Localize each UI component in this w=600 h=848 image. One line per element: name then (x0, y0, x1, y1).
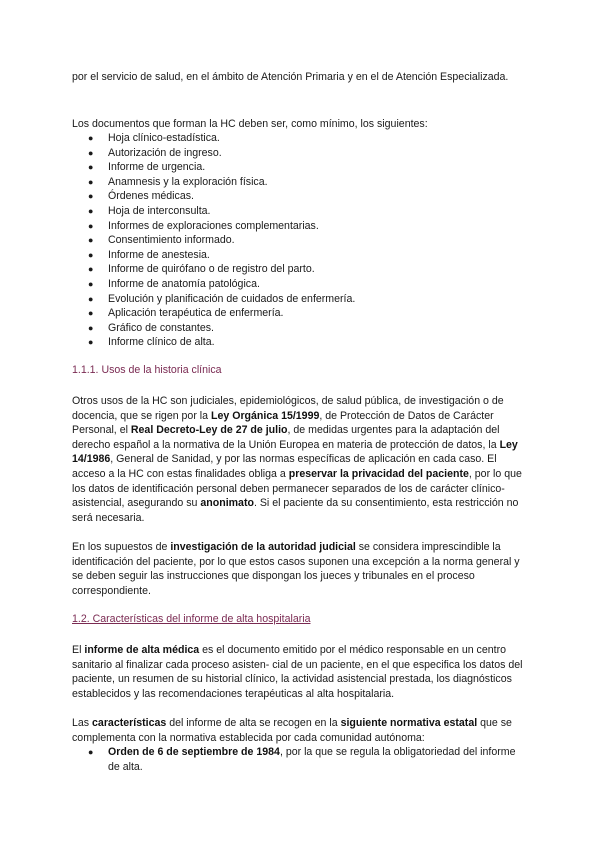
bold-run: Real Decreto-Ley de 27 de julio (130, 424, 288, 437)
bullet-icon: ● (88, 249, 94, 260)
document-list-item (72, 146, 528, 161)
bullet-icon: ● (88, 176, 94, 187)
text-run: El (72, 644, 85, 656)
document-list-item (72, 204, 528, 219)
bold-run: anonimato (200, 497, 254, 510)
document-item-label: Consentimiento informado. (108, 234, 235, 247)
text-run: , de medidas urgentes para la adaptación del derecho español a la normativa de la Unión Europea en materia de protección de datos, la (72, 424, 500, 451)
document-item-label: Gráfico de constantes. (108, 321, 214, 334)
bullet-icon: ● (88, 147, 94, 158)
document-list-item (72, 306, 528, 321)
document-item-label: Hoja de interconsulta. (108, 204, 211, 217)
document-item-label: Informe de urgencia. (108, 161, 206, 174)
bullet-icon: ● (88, 747, 94, 757)
document-list-item (72, 321, 528, 336)
bullet-icon: ● (88, 235, 94, 246)
document-item-label: Autorización de ingreso. (108, 146, 222, 159)
document-item-label: Órdenes médicas. (108, 190, 194, 203)
documents-intro: Los documentos que forman la HC deben ser, como mínimo, los siguientes: (72, 118, 428, 130)
document-list-item (72, 219, 528, 234)
document-list-item (72, 131, 528, 146)
text-run: Otros usos de la HC son judiciales, epidemiológicos, de salud pública, de investigación o de docencia, que se rigen por la (72, 395, 504, 422)
document-item-label: Hoja clínico-estadística. (108, 132, 220, 144)
document-item-label: Informe de anestesia. (108, 248, 210, 261)
document-item-label: Evolución y planificación de cuidados de enfermería. (108, 292, 356, 305)
text-run: , por lo que los datos de identificación personal deben permanecer separados de los de carácter clínico-asistencial, asegurando su (72, 467, 522, 510)
bullet-icon: ● (88, 264, 94, 275)
document-item-label: Aplicación terapéutica de enfermería. (108, 307, 284, 320)
document-item-label: Informe clínico de alta. (108, 336, 215, 349)
document-list-item (72, 189, 528, 204)
document-list-item (72, 233, 528, 248)
intro-paragraph: por el servicio de salud, en el ámbito de Atención Primaria y en el de Atención Especializada. (72, 71, 509, 83)
bold-run: preservar la privacidad del paciente (288, 467, 469, 480)
document-item-label: Informes de exploraciones complementarias. (108, 219, 319, 232)
text-run: del informe de alta se recogen en la (166, 717, 341, 729)
document-list-item (72, 292, 528, 307)
bold-run: informe de alta médica (84, 644, 200, 656)
document-list-item (72, 277, 528, 292)
text-run: se considera imprescindible la identificación del paciente, por lo que estos casos suponen una excepción a la norma general y se deben seguir las instrucciones que dispongan los jueces y tribunales en el proceso correspondiente. (72, 541, 520, 597)
bullet-icon: ● (88, 162, 94, 173)
bold-run: Ley 14/1986 (72, 438, 518, 466)
judicial-paragraph (72, 540, 528, 598)
text-run: que se complementa con la normativa establecida por cada comunidad autónoma: (72, 717, 512, 744)
bullet-icon: ● (88, 293, 94, 304)
document-list-item (72, 262, 528, 277)
section-heading-informe-alta[interactable]: 1.2. Características del informe de alta hospitalaria (72, 613, 311, 625)
text-run: es el documento emitido por el médico responsable en un centro sanitario al finalizar cada proceso asisten- cial de un paciente, en el que especifica los datos del paciente, un resumen de su historial clínico, la actividad asistencial prestada, los diagnósticos establecidos y las recomendaciones terapéuticas al alta hospitalaria. (72, 644, 523, 700)
document-item-label: Informe de anatomía patológica. (108, 277, 260, 290)
bullet-icon: ● (88, 220, 94, 231)
bullet-icon: ● (88, 308, 94, 319)
norm-title: Orden de 6 de septiembre de 1984 (108, 746, 280, 758)
norms-list (72, 745, 528, 774)
text-run: Las (72, 717, 93, 729)
bullet-icon: ● (88, 278, 94, 289)
documents-list (72, 131, 528, 350)
bold-run: Ley Orgánica 15/1999 (211, 409, 320, 422)
section-heading-usos: 1.1.1. Usos de la historia clínica (72, 364, 222, 376)
bullet-icon: ● (88, 191, 94, 202)
bullet-icon: ● (88, 133, 94, 143)
norm-text: , por la que se regula la obligatoriedad del informe de alta. (108, 746, 516, 773)
bold-run: investigación de la autoridad judicial (170, 541, 356, 553)
text-run: . Si el paciente da su consentimiento, esta restricción no será necesaria. (72, 497, 519, 524)
usos-paragraph (72, 394, 528, 525)
bullet-icon: ● (88, 337, 94, 348)
text-run: , de Protección de Datos de Carácter Personal, el (72, 409, 494, 437)
bullet-icon: ● (88, 205, 94, 216)
caracteristicas-paragraph (72, 716, 528, 745)
document-list-item (72, 175, 528, 190)
bold-run: características (92, 717, 167, 729)
document-list-item (72, 335, 528, 350)
document-item-label: Informe de quirófano o de registro del parto. (108, 263, 315, 276)
document-item-label: Anamnesis y la exploración física. (108, 175, 268, 188)
document-list-item (72, 160, 528, 175)
bullet-icon: ● (88, 322, 94, 333)
alta-paragraph (72, 643, 528, 701)
bold-run: siguiente normativa estatal (340, 717, 478, 729)
text-run: En los supuestos de (72, 541, 171, 553)
norm-list-item (72, 745, 528, 774)
document-list-item (72, 248, 528, 263)
text-run: , General de Sanidad, y por las normas específicas de aplicación en cada caso. El acceso a la HC con estas finalidades obliga a (72, 453, 497, 480)
